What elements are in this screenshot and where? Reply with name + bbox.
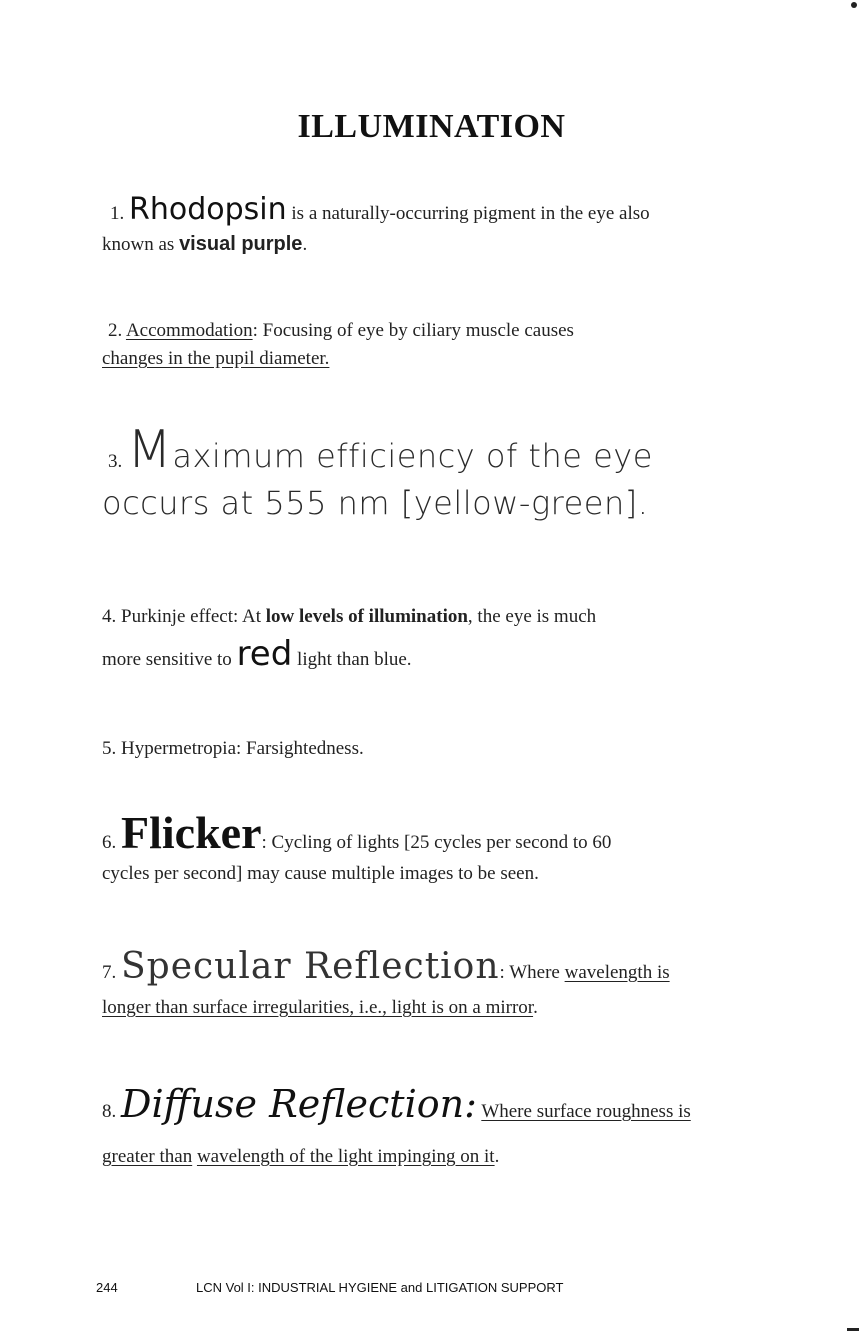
- item-hypermetropia: [102, 738, 782, 760]
- item-rhodopsin: [102, 192, 782, 256]
- item-accommodation: [102, 320, 782, 370]
- term-diffuse-reflection: Diffuse Reflection:: [121, 1082, 477, 1126]
- term-rhodopsin: Rhodopsin: [129, 192, 287, 227]
- handwritten-initial: M: [127, 420, 173, 480]
- scan-mark: [847, 1328, 859, 1331]
- item-text: more sensitive to: [102, 649, 237, 670]
- item-flicker: [102, 806, 782, 885]
- item-text: Where surface roughness is: [481, 1101, 691, 1122]
- item-text: wavelength is: [564, 962, 670, 983]
- item-text: changes in the pupil diameter.: [102, 348, 330, 369]
- item-text: longer than surface irregularities, i.e., light is on a mirror: [102, 997, 534, 1018]
- item-text: known as: [102, 234, 180, 255]
- term-low-illumination: low levels of illumination: [265, 606, 468, 627]
- item-maximum-efficiency: [102, 420, 782, 522]
- page-title: ILLUMINATION: [297, 108, 566, 145]
- item-number: 2.: [108, 320, 123, 341]
- item-text: .: [494, 1146, 500, 1167]
- item-purkinje: [102, 606, 782, 674]
- item-specular-reflection: [102, 946, 782, 1019]
- item-number: 8.: [102, 1101, 117, 1122]
- item-number: 6.: [102, 832, 117, 853]
- term-red: red: [236, 634, 293, 674]
- term-visual-purple: visual purple: [179, 233, 303, 255]
- item-text: : Focusing of eye by ciliary muscle causes: [252, 320, 574, 341]
- item-number: 3.: [108, 451, 123, 472]
- scan-speck: [851, 2, 857, 8]
- item-text: Purkinje effect: At: [121, 606, 266, 627]
- item-text: greater than: [102, 1146, 193, 1167]
- handwritten-text: aximum efficiency of the eye: [172, 437, 653, 475]
- handwritten-text: occurs at 555 nm [yellow-green].: [102, 484, 649, 522]
- item-text: cycles per second] may cause multiple images to be seen.: [102, 863, 539, 884]
- page-number: 244: [96, 1280, 118, 1295]
- item-text: is a naturally-occurring pigment in the eye also: [286, 203, 650, 224]
- footer-text: LCN Vol I: INDUSTRIAL HYGIENE and LITIGATION SUPPORT: [196, 1280, 564, 1295]
- page-footer: [96, 1280, 563, 1295]
- term-accommodation: Accommodation: [125, 320, 253, 341]
- item-text: : Cycling of lights [25 cycles per second to 60: [261, 832, 612, 853]
- item-diffuse-reflection: [102, 1082, 782, 1168]
- item-number: 4.: [102, 606, 117, 627]
- term-flicker: Flicker: [121, 807, 262, 858]
- item-number: 5.: [102, 738, 117, 759]
- item-text: light than blue.: [292, 649, 412, 670]
- item-text: .: [533, 997, 538, 1018]
- item-text: .: [302, 234, 308, 255]
- item-number: 7.: [102, 962, 117, 983]
- item-text: : Where: [499, 962, 565, 983]
- item-text: wavelength of the light impinging on it: [196, 1146, 495, 1167]
- term-specular-reflection: Specular Reflection: [121, 946, 500, 987]
- item-text: , the eye is much: [467, 606, 597, 627]
- item-number: 1.: [110, 203, 125, 224]
- item-text: Hypermetropia: Farsightedness.: [121, 738, 364, 759]
